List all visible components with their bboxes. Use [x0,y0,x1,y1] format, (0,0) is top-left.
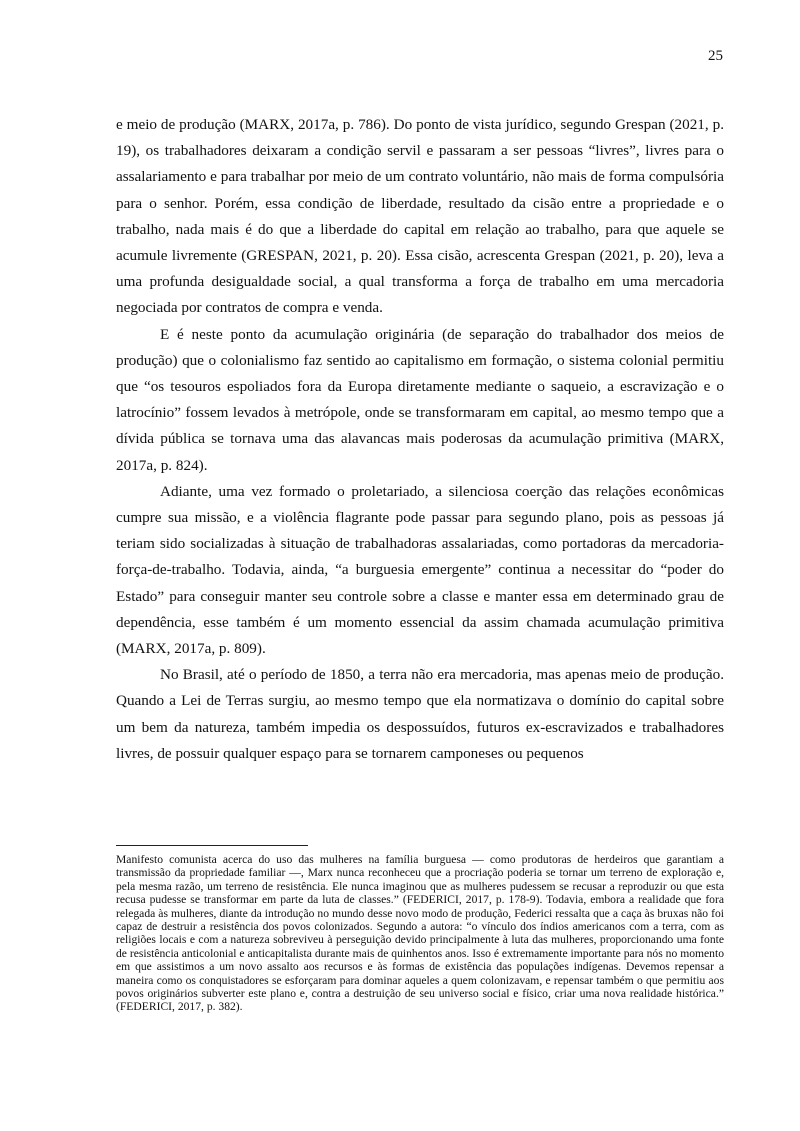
footnote: Manifesto comunista acerca do uso das mulheres na família burguesa — como produtoras de herdeiros que garantiam a transmissão da propriedade familiar —, Marx nunca reconheceu que a procriação poderia se tornar um terreno de exploração e, pela mesma razão, um terreno de resistência. Ele nunca imaginou que as mulheres pudessem se recusar a reproduzir ou que esta recusa pudesse se transformar em parte da luta de classes.” (FEDERICI, 2017, p. 178-9). Todavia, embora a realidade que fora relegada às mulheres, diante da introdução no mundo desse novo modo de produção, Federici ressalta que a caça às bruxas não foi capaz de destruir a resistência dos povos colonizados. Segundo a autora: “o vínculo dos índios americanos com a terra, com as religiões locais e com a natureza sobreviveu à perseguição devido principalmente à luta das mulheres, proporcionando uma fonte de resistência anticolonial e anticapitalista durante mais de quinhentos anos. Isso é extremamente importante para nós no momento em que assistimos a um novo assalto aos recursos e às formas de existência das populações indígenas. Devemos repensar a maneira como os conquistadores se esforçaram para dominar aqueles a quem colonizavam, e repensar também o que permitiu aos povos originários subverter este plano e, contra a destruição de seu universo social e físico, criar uma nova realidade histórica.” (FEDERICI, 2017, p. 382). [116,853,724,1014]
paragraph-brazil-land-law: No Brasil, até o período de 1850, a terra não era mercadoria, mas apenas meio de produção. Quando a Lei de Terras surgiu, ao mesmo tempo que ela normatizava o domínio do capital sobre um bem da natureza, também impedia os despossuídos, futuros ex-escravizados e trabalhadores livres, de possuir qualquer espaço para se tornarem camponeses ou pequenos [116,666,724,762]
body-text [116,112,724,767]
paragraph-continuation: e meio de produção (MARX, 2017a, p. 786). Do ponto de vista jurídico, segundo Grespan (2021, p. 19), os trabalhadores deixaram a condição servil e passaram a ser pessoas “livres”, livres para o assalariamento e para trabalhar por meio de um contrato voluntário, não mais de forma compulsória para o senhor. Porém, essa condição de liberdade, resultado da cisão entre a propriedade e o trabalho, nada mais é do que a liberdade do capital em relação ao trabalho, para que aquele se acumule livremente (GRESPAN, 2021, p. 20). Essa cisão, acrescenta Grespan (2021, p. 20), leva a uma profunda desigualdade social, a qual transforma a força de trabalho em uma mercadoria negociada por contratos de compra e venda. [116,116,724,317]
footnote-separator [116,845,308,846]
paragraph-proletariat: Adiante, uma vez formado o proletariado, a silenciosa coerção das relações econômicas cumpre sua missão, e a violência flagrante pode passar para segundo plano, pois as pessoas já teriam sido socializadas à situação de trabalhadoras assalariadas, como portadoras da mercadoria-força-de-trabalho. Todavia, ainda, “a burguesia emergente” continua a necessitar do “poder do Estado” para conseguir manter seu controle sobre a classe e manter essa em determinado grau de dependência, esse também é um momento essencial da assim chamada acumulação primitiva (MARX, 2017a, p. 809). [116,482,724,658]
page-number: 25 [708,48,723,64]
paragraph-colonialism: E é neste ponto da acumulação originária (de separação do trabalhador dos meios de produção) que o colonialismo faz sentido ao capitalismo em formação, o sistema colonial permitiu que “os tesouros espoliados fora da Europa diretamente mediante o saqueio, a escravização e o latrocínio” fossem levados à metrópole, onde se transformaram em capital, ao mesmo tempo que a dívida pública se tornava uma das alavancas mais poderosas da acumulação primitiva (MARX, 2017a, p. 824). [116,325,724,474]
